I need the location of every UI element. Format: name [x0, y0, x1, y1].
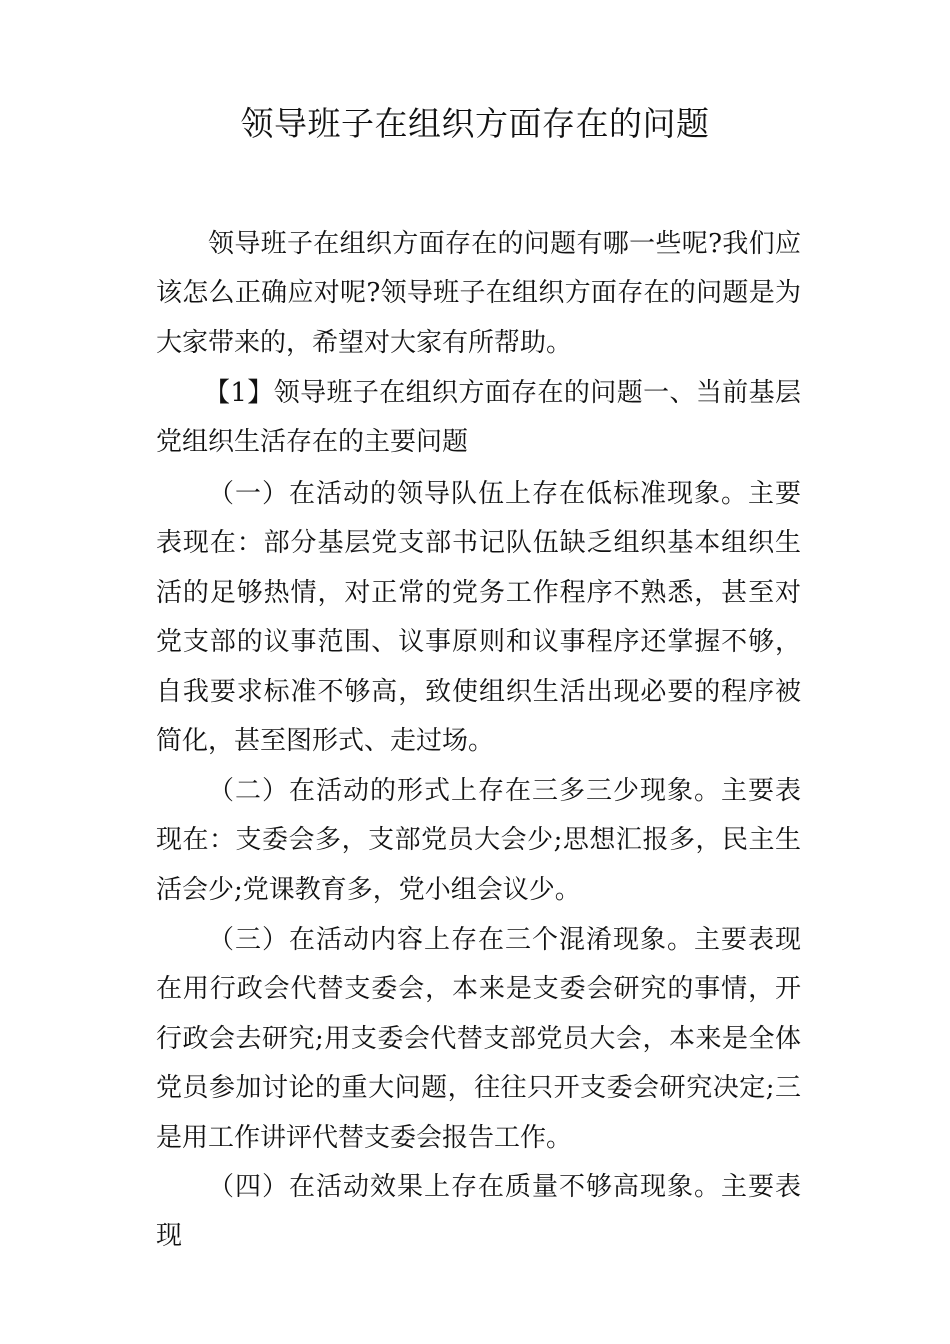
item-two-paragraph: （二）在活动的形式上存在三多三少现象。主要表现在：支委会多，支部党员大会少;思想汇报多，民主生活会少;党课教育多，党小组会议少。: [156, 776, 801, 905]
section-heading-paragraph: 【1】领导班子在组织方面存在的问题一、当前基层党组织生活存在的主要问题: [156, 378, 801, 458]
document-title: 领导班子在组织方面存在的问题: [240, 104, 710, 143]
item-four-paragraph: （四）在活动效果上存在质量不够高现象。主要表现: [156, 1172, 801, 1252]
intro-paragraph: 领导班子在组织方面存在的问题有哪一些呢?我们应该怎么正确应对呢?领导班子在组织方面存在的问题是为大家带来的，希望对大家有所帮助。: [156, 229, 801, 358]
item-one-paragraph: （一）在活动的领导队伍上存在低标准现象。主要表现在：部分基层党支部书记队伍缺乏组织基本组织生活的足够热情，对正常的党务工作程序不熟悉，甚至对党支部的议事范围、议事原则和议事程序还掌握不够，自我要求标准不够高，致使组织生活出现必要的程序被简化，甚至图形式、走过场。: [156, 479, 801, 757]
item-three-paragraph: （三）在活动内容上存在三个混淆现象。主要表现在用行政会代替支委会，本来是支委会研究的事情，开行政会去研究;用支委会代替支部党员大会，本来是全体党员参加讨论的重大问题，往往只开支委会研究决定;三是用工作讲评代替支委会报告工作。: [156, 925, 801, 1153]
